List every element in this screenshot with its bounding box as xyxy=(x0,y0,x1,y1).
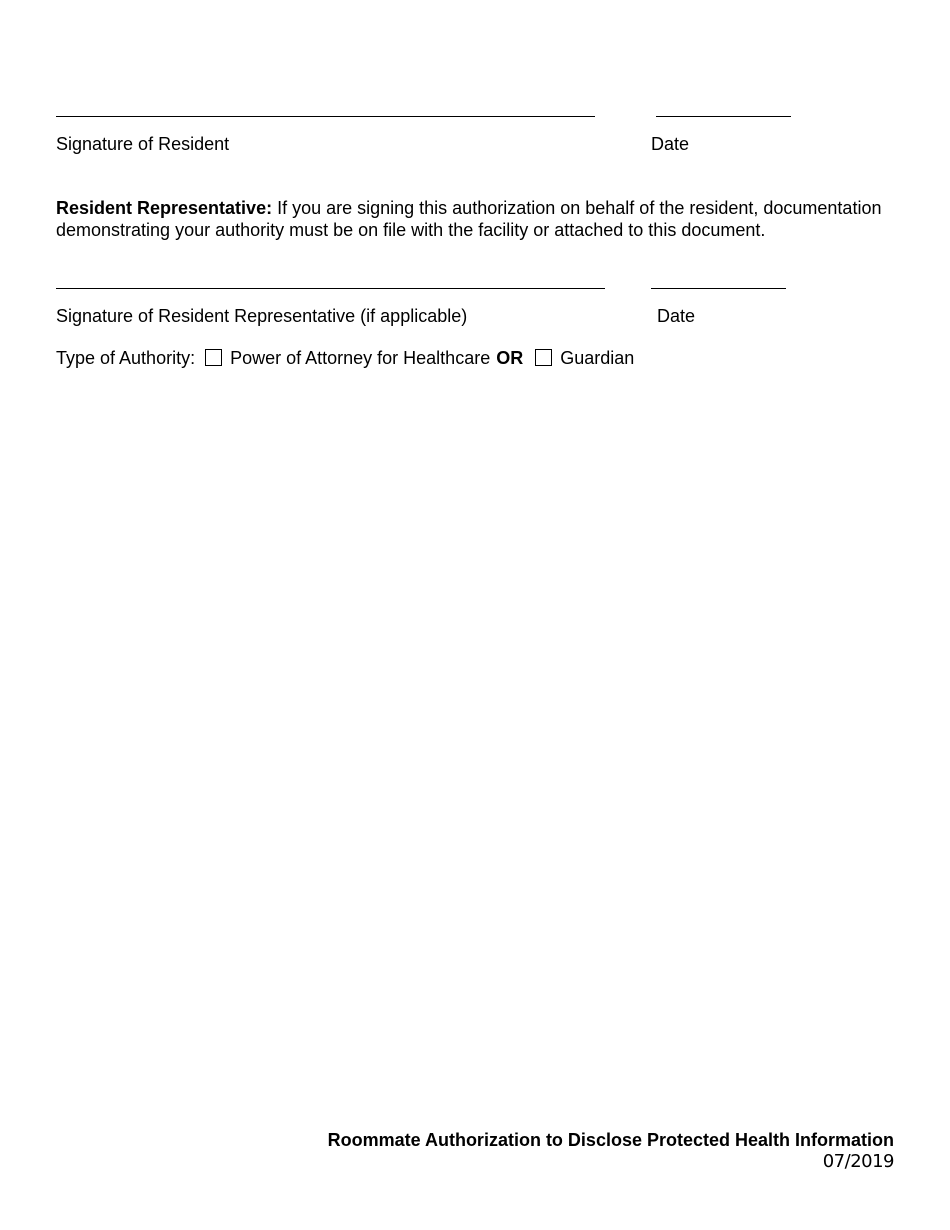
poa-checkbox[interactable] xyxy=(205,349,222,366)
authority-type-row xyxy=(56,347,634,369)
representative-signature-label: Signature of Resident Representative (if applicable) xyxy=(56,306,468,326)
resident-date-label: Date xyxy=(651,134,690,154)
poa-option-label: Power of Attorney for Healthcare xyxy=(230,348,491,368)
resident-signature-label: Signature of Resident xyxy=(56,134,230,154)
guardian-option-label: Guardian xyxy=(560,348,635,368)
resident-date-line[interactable] xyxy=(656,116,791,117)
authority-type-label: Type of Authority: xyxy=(56,348,196,368)
representative-note-heading: Resident Representative: xyxy=(56,198,273,218)
form-revision-date: 07/2019 xyxy=(822,1151,894,1172)
guardian-checkbox[interactable] xyxy=(535,349,552,366)
representative-note-text: If you are signing this authorization on behalf of the resident, documentation demonstrating your authority must be on file with the facility or attached to this document. xyxy=(56,198,882,240)
form-title: Roommate Authorization to Disclose Protected Health Information xyxy=(327,1130,894,1150)
resident-signature-line[interactable] xyxy=(56,116,595,117)
representative-signature-line[interactable] xyxy=(56,288,605,289)
representative-date-label: Date xyxy=(657,306,696,326)
or-separator: OR xyxy=(496,348,524,368)
representative-note xyxy=(56,197,906,241)
representative-date-line[interactable] xyxy=(651,288,786,289)
